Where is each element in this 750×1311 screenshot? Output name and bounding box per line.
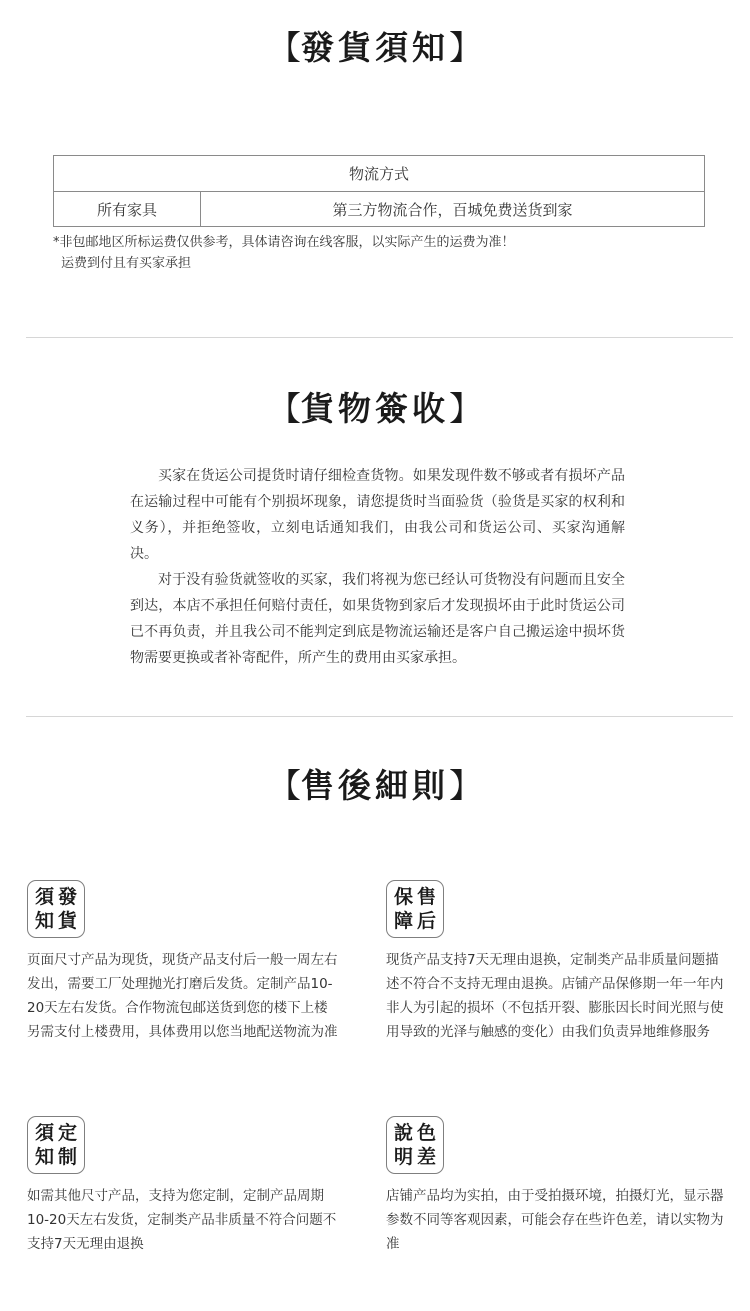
seal-char: 明 bbox=[393, 1145, 413, 1168]
shipping-table bbox=[53, 155, 705, 227]
aftersale-custom-text: 如需其他尺寸产品，支持为您定制，定制产品周期10-20天左右发货，定制类产品非质量不符合问题不支持7天无理由退换 bbox=[27, 1188, 337, 1252]
shipping-table-label: 所有家具 bbox=[54, 192, 201, 226]
aftersale-heading bbox=[0, 760, 750, 807]
aftersale-color-text: 店铺产品均为实拍，由于受拍摄环境，拍摄灯光，显示器参数不同等客观因素，可能会存在些许色差，请以实物为准 bbox=[386, 1188, 724, 1252]
seal-char: 色 bbox=[416, 1121, 436, 1144]
seal-char: 須 bbox=[34, 1121, 54, 1144]
seal-char: 知 bbox=[34, 1145, 54, 1168]
seal-char: 差 bbox=[416, 1145, 436, 1168]
left-bracket: 【 bbox=[268, 28, 301, 67]
right-bracket: 】 bbox=[449, 766, 482, 805]
shipping-table-header: 物流方式 bbox=[348, 165, 409, 183]
section-divider bbox=[26, 337, 733, 338]
shipping-table-value: 第三方物流合作，百城免费送货到家 bbox=[332, 200, 573, 219]
receipt-paragraph-2: 对于没有验货就签收的买家，我们将视为您已经认可货物没有问题而且安全到达，本店不承担任何赔付责任，如果货物到家后才发现损坏由于此时货运公司已不再负责，并且我公司不能判定到底是物流运输还是客户自己搬运途中损坏货物需要更换或者补寄配件，所产生的费用由买家承担。 bbox=[130, 572, 625, 666]
right-bracket: 】 bbox=[449, 389, 482, 428]
shipping-heading bbox=[0, 22, 750, 69]
seal-char: 貨 bbox=[57, 909, 77, 932]
seal-char: 定 bbox=[57, 1121, 77, 1144]
right-bracket: 】 bbox=[449, 28, 482, 67]
seal-char: 后 bbox=[416, 909, 436, 932]
receipt-heading-text: 貨物簽收 bbox=[301, 389, 449, 428]
seal-char: 保 bbox=[393, 885, 413, 908]
shipping-note-line2: 运费到付且有买家承担 bbox=[61, 256, 192, 271]
seal-char: 知 bbox=[34, 909, 54, 932]
seal-shipping-notice bbox=[27, 880, 85, 938]
left-bracket: 【 bbox=[268, 389, 301, 428]
seal-char: 售 bbox=[416, 885, 436, 908]
aftersale-warranty-text: 现货产品支持7天无理由退换，定制类产品非质量问题描述不符合不支持无理由退换。店铺产品保修期一年一年内非人为引起的损坏（不包括开裂、膨胀因长时间光照与使用导致的光泽与触感的变化）由我们负责异地维修服务 bbox=[386, 952, 724, 1040]
receipt-paragraph-1: 买家在货运公司提货时请仔细检查货物。如果发现件数不够或者有损坏产品在运输过程中可能有个别损坏现象，请您提货时当面验货（验货是买家的权利和义务），并拒绝签收，立刻电话通知我们，由我公司和货运公司、买家沟通解决。 bbox=[130, 468, 625, 562]
section-divider bbox=[26, 716, 733, 717]
seal-char: 制 bbox=[57, 1145, 77, 1168]
seal-aftersale-warranty bbox=[386, 880, 444, 938]
aftersale-shipping-text: 页面尺寸产品为现货，现货产品支付后一般一周左右发出，需要工厂处理抛光打磨后发货。定制产品10-20天左右发货。合作物流包邮送货到您的楼下上楼另需支付上楼费用，具体费用以您当地配送物流为准 bbox=[27, 952, 338, 1040]
seal-char: 發 bbox=[57, 885, 77, 908]
shipping-table-header-row bbox=[54, 156, 704, 191]
seal-color-difference bbox=[386, 1116, 444, 1174]
aftersale-heading-text: 售後細則 bbox=[301, 766, 449, 805]
receipt-heading bbox=[0, 383, 750, 430]
seal-char: 說 bbox=[393, 1121, 413, 1144]
seal-char: 須 bbox=[34, 885, 54, 908]
left-bracket: 【 bbox=[268, 766, 301, 805]
shipping-note-line1: *非包邮地区所标运费仅供参考，具体请咨询在线客服，以实际产生的运费为准！ bbox=[53, 235, 515, 250]
shipping-table-row bbox=[54, 191, 704, 226]
seal-custom-notice bbox=[27, 1116, 85, 1174]
seal-char: 障 bbox=[393, 909, 413, 932]
shipping-heading-text: 發貨須知 bbox=[301, 28, 449, 67]
